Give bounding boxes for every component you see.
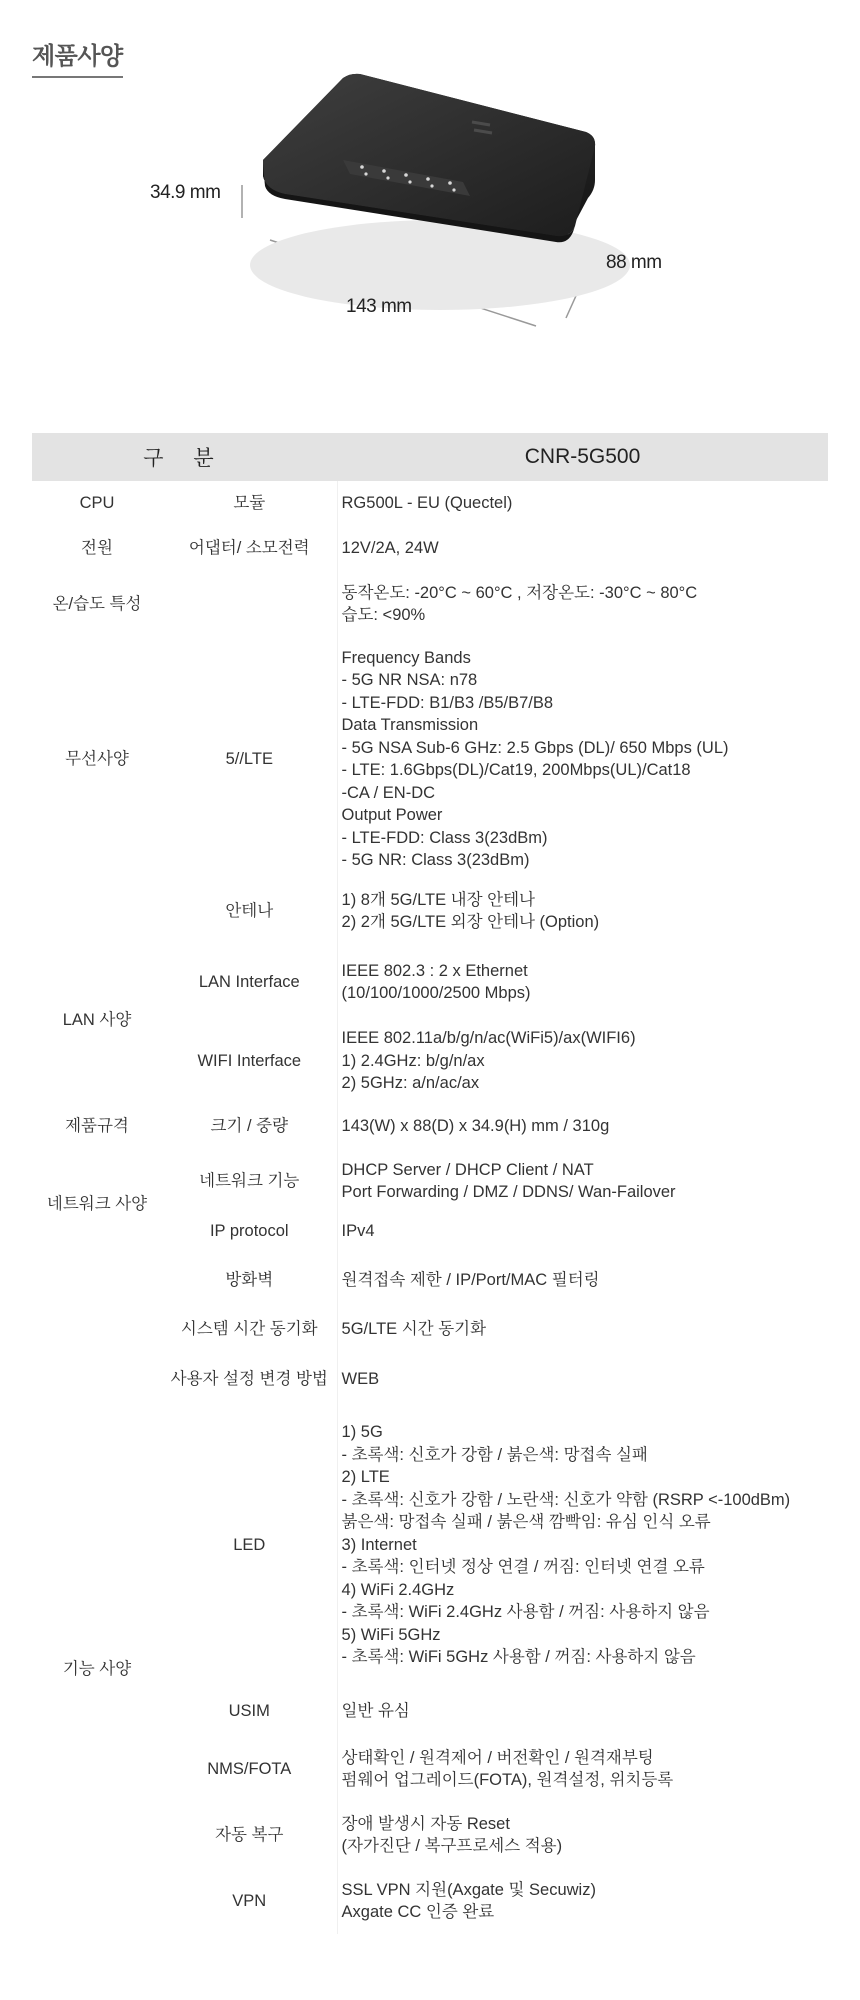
row-item: 어댑터/ 소모전력 [162,526,337,571]
row-category: 온/습도 특성 [52,594,142,613]
table-header-row [32,433,828,481]
row-item: LAN Interface [162,941,337,1023]
row-category: 전원 [81,539,113,558]
row-value: 상태확인 / 원격제어 / 버전확인 / 원격재부팅 펌웨어 업그레이드(FOTA), 원격설정, 위치등록 [341,1748,674,1789]
product-figure [0,60,860,360]
row-item: LED [162,1404,337,1686]
row-item: WIFI Interface [162,1023,337,1099]
header-model: CNR-5G500 [337,433,828,481]
router-illustration [0,60,860,360]
section-title: 제품사양 [32,36,123,78]
row-item: 시스템 시간 동기화 [162,1305,337,1354]
row-category-empty [32,1255,162,1305]
table-row [32,1404,828,1686]
row-item-empty [162,571,337,637]
table-row [32,881,828,941]
row-item: VPN [162,1868,337,1934]
row-category: 무선사양 [65,749,129,768]
row-item: NMS/FOTA [162,1736,337,1802]
spec-table [32,433,828,1934]
table-row [32,526,828,571]
table-row [32,941,828,1023]
table-row [32,1255,828,1305]
depth-dimension-label: 88 mm [606,252,662,273]
table-row [32,571,828,637]
row-item: 5//LTE [162,637,337,881]
row-category: CPU [79,494,115,513]
header-category: 구 분 [32,433,337,481]
row-value: 일반 유심 [341,1701,410,1720]
row-value: 장애 발생시 자동 Reset (자가진단 / 복구프로세스 적용) [341,1814,563,1855]
row-item: 안테나 [162,881,337,941]
row-category: 기능 사양 [62,1659,132,1678]
row-value: 143(W) x 88(D) x 34.9(H) mm / 310g [341,1117,610,1136]
row-value: Frequency Bands - 5G NR NSA: n78 - LTE-FDD: B1/B3 /B5/B7/B8 Data Transmission - 5G NSA Sub-6 GHz: 2.5 Gbps (DL)/ 650 Mbps (UL) - LTE: 1.6Gbps(DL)/Cat19, 200Mbps(UL)/Cat18 -CA / EN-DC Output Power - LTE-FDD: Class 3(23dBm) - 5G NR: Class 3(23dBm) [341,648,729,869]
row-value: SSL VPN 지원(Axgate 및 Secuwiz) Axgate CC 인증 완료 [341,1880,596,1921]
row-item: 모듈 [162,481,337,526]
row-category-empty [32,1354,162,1404]
row-item: 방화벽 [162,1255,337,1305]
width-dimension-label: 143 mm [346,296,412,317]
row-value: 1) 5G - 초록색: 신호가 강함 / 붉은색: 망접속 실패 2) LTE - 초록색: 신호가 강함 / 노란색: 신호가 약함 (RSRP <-100dBm) 붉은색: 망접속 실패 / 붉은색 깜빡임: 유심 인식 오류 3) Internet - 초록색: 인터넷 정상 연결 / 꺼짐: 인터넷 연결 오류 4) WiFi 2.4GHz - 초록색: WiFi 2.4GHz 사용함 / 꺼짐: 사용하지 않음 5) WiFi 5GHz - 초록색: WiFi 5GHz 사용함 / 꺼짐: 사용하지 않음 [341,1423,791,1667]
row-category-empty [32,881,162,941]
row-value: RG500L - EU (Quectel) [341,494,513,513]
row-item: 자동 복구 [162,1802,337,1868]
row-category: 네트워크 사양 [46,1195,148,1214]
table-row [32,481,828,526]
row-value: IPv4 [341,1222,375,1241]
row-value: 1) 8개 5G/LTE 내장 안테나 2) 2개 5G/LTE 외장 안테나 (Option) [341,890,600,931]
row-category: 제품규격 [65,1117,129,1136]
row-value: 5G/LTE 시간 동기화 [341,1320,487,1339]
table-row [32,1154,828,1208]
row-item: IP protocol [162,1208,337,1255]
row-item: 사용자 설정 변경 방법 [162,1354,337,1404]
row-value: 동작온도: -20°C ~ 60°C , 저장온도: -30°C ~ 80°C 습도: <90% [341,583,698,624]
height-dimension-label: 34.9 mm [150,182,221,203]
table-row [32,637,828,881]
row-value: 원격접속 제한 / IP/Port/MAC 필터링 [341,1270,600,1289]
table-row [32,1305,828,1354]
row-value: IEEE 802.11a/b/g/n/ac(WiFi5)/ax(WIFI6) 1) 2.4GHz: b/g/n/ax 2) 5GHz: a/n/ac/ax [341,1029,636,1093]
row-item: 네트워크 기능 [162,1154,337,1208]
row-category-empty [32,1305,162,1354]
row-value: DHCP Server / DHCP Client / NAT Port Forwarding / DMZ / DDNS/ Wan-Failover [341,1160,676,1201]
table-row [32,1354,828,1404]
row-value: IEEE 802.3 : 2 x Ethernet (10/100/1000/2500 Mbps) [341,961,531,1002]
row-item: 크기 / 중량 [162,1099,337,1154]
row-value: 12V/2A, 24W [341,539,439,558]
row-category: LAN 사양 [62,1010,132,1029]
table-row [32,1099,828,1154]
row-item: USIM [162,1686,337,1736]
row-value: WEB [341,1369,380,1388]
